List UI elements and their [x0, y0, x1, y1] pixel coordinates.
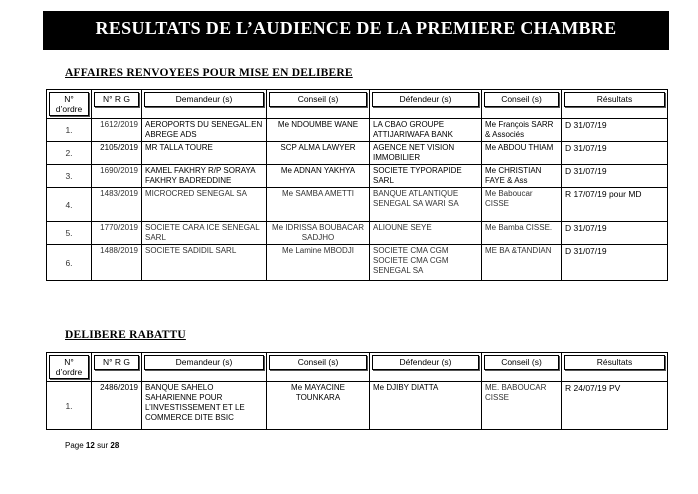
header-rg: N° R G	[94, 92, 139, 107]
table-row	[47, 142, 668, 165]
cell-ordre: 5.	[47, 222, 92, 245]
header-resultats: Résultats	[564, 355, 665, 370]
page-footer	[65, 441, 119, 450]
header-cell	[562, 353, 668, 382]
footer-page-label: Page	[65, 441, 84, 450]
cell-resultats: D 31/07/19	[562, 165, 668, 188]
cell-demandeur: SOCIETE CARA ICE SENEGAL SARL	[142, 222, 267, 245]
cell-conseil-2: ME. BABOUCAR CISSE	[482, 382, 562, 430]
header-conseil-1: Conseil (s)	[269, 355, 367, 370]
cell-conseil-2: ME BA &TANDIAN	[482, 245, 562, 281]
cell-rg: 2486/2019	[92, 382, 142, 430]
cell-defendeur: ALIOUNE SEYE	[370, 222, 482, 245]
table-deliberation	[46, 89, 668, 281]
cell-conseil-1: Me Lamine MBODJI	[267, 245, 370, 281]
header-cell	[142, 353, 267, 382]
cell-rg: 1483/2019	[92, 188, 142, 222]
cell-demandeur: BANQUE SAHELO SAHARIENNE POUR L’INVESTISSEMENT ET LE COMMERCE DITE BSIC	[142, 382, 267, 430]
cell-resultats: R 24/07/19 PV	[562, 382, 668, 430]
cell-rg: 1488/2019	[92, 245, 142, 281]
header-cell	[47, 353, 92, 382]
cell-conseil-1: SCP ALMA LAWYER	[267, 142, 370, 165]
footer-page-total: 28	[110, 441, 120, 450]
cell-resultats: D 31/07/19	[562, 142, 668, 165]
cell-defendeur: Me DJIBY DIATTA	[370, 382, 482, 430]
table-delibere-rabattu	[46, 352, 668, 430]
cell-demandeur: AEROPORTS DU SENEGAL.EN ABREGE ADS	[142, 119, 267, 142]
cell-defendeur: SOCIETE TYPORAPIDE SARL	[370, 165, 482, 188]
cell-rg: 1690/2019	[92, 165, 142, 188]
cell-conseil-2: Me ABDOU THIAM	[482, 142, 562, 165]
cell-conseil-1: Me ADNAN YAKHYA	[267, 165, 370, 188]
table-row	[47, 165, 668, 188]
section-title-deliberation: AFFAIRES RENVOYEES POUR MISE EN DELIBERE	[65, 67, 353, 79]
cell-rg: 2105/2019	[92, 142, 142, 165]
cell-defendeur: AGENCE NET VISION IMMOBILIER	[370, 142, 482, 165]
header-cell	[47, 90, 92, 119]
cell-ordre: 1.	[47, 382, 92, 430]
header-conseil-2: Conseil (s)	[484, 355, 559, 370]
header-demandeur: Demandeur (s)	[144, 355, 264, 370]
cell-conseil-2: Me François SARR & Associés	[482, 119, 562, 142]
cell-demandeur: MICROCRED SENEGAL SA	[142, 188, 267, 222]
cell-rg: 1612/2019	[92, 119, 142, 142]
cell-conseil-1: Me IDRISSA BOUBACAR SADJHO	[267, 222, 370, 245]
cell-defendeur: SOCIETE CMA CGM SOCIETE CMA CGM SENEGAL SA	[370, 245, 482, 281]
table-row	[47, 382, 668, 430]
header-defendeur: Défendeur (s)	[372, 92, 479, 107]
cell-resultats: D 31/07/19	[562, 119, 668, 142]
header-cell	[562, 90, 668, 119]
cell-rg: 1770/2019	[92, 222, 142, 245]
header-cell	[267, 90, 370, 119]
table-row	[47, 245, 668, 281]
cell-demandeur: MR TALLA TOURE	[142, 142, 267, 165]
header-cell	[482, 353, 562, 382]
cell-defendeur: BANQUE ATLANTIQUE SENEGAL SA WARI SA	[370, 188, 482, 222]
table-row	[47, 222, 668, 245]
section-title-delibere-rabattu: DELIBERE RABATTU	[65, 329, 186, 341]
footer-sep: sur	[97, 441, 109, 450]
cell-conseil-1: Me NDOUMBE WANE	[267, 119, 370, 142]
cell-demandeur: SOCIETE SADIDIL SARL	[142, 245, 267, 281]
cell-demandeur: KAMEL FAKHRY R/P SORAYA FAKHRY BADREDDINE	[142, 165, 267, 188]
page-banner: RESULTATS DE L’AUDIENCE DE LA PREMIERE CHAMBRE	[43, 11, 669, 50]
cell-resultats: R 17/07/19 pour MD	[562, 188, 668, 222]
cell-defendeur: LA CBAO GROUPE ATTIJARIWAFA BANK	[370, 119, 482, 142]
header-ordre: N° d’ordre	[49, 92, 89, 116]
header-cell	[370, 90, 482, 119]
table-header-row	[47, 353, 668, 382]
cell-resultats: D 31/07/19	[562, 222, 668, 245]
cell-ordre: 4.	[47, 188, 92, 222]
header-cell	[142, 90, 267, 119]
header-defendeur: Défendeur (s)	[372, 355, 479, 370]
table-row	[47, 188, 668, 222]
header-ordre: N° d’ordre	[49, 355, 89, 379]
cell-ordre: 1.	[47, 119, 92, 142]
header-cell	[370, 353, 482, 382]
cell-ordre: 2.	[47, 142, 92, 165]
table-header-row	[47, 90, 668, 119]
table-row	[47, 119, 668, 142]
cell-ordre: 6.	[47, 245, 92, 281]
header-cell	[92, 90, 142, 119]
header-cell	[92, 353, 142, 382]
cell-conseil-1: Me MAYACINE TOUNKARA	[267, 382, 370, 430]
cell-conseil-2: Me CHRISTIAN FAYE & Ass	[482, 165, 562, 188]
cell-ordre: 3.	[47, 165, 92, 188]
cell-conseil-2: Me Bamba CISSE.	[482, 222, 562, 245]
header-demandeur: Demandeur (s)	[144, 92, 264, 107]
header-conseil-1: Conseil (s)	[269, 92, 367, 107]
header-cell	[267, 353, 370, 382]
header-cell	[482, 90, 562, 119]
header-resultats: Résultats	[564, 92, 665, 107]
footer-page-number: 12	[85, 441, 95, 450]
cell-conseil-2: Me Baboucar CISSE	[482, 188, 562, 222]
cell-conseil-1: Me SAMBA AMETTI	[267, 188, 370, 222]
header-conseil-2: Conseil (s)	[484, 92, 559, 107]
cell-resultats: D 31/07/19	[562, 245, 668, 281]
header-rg: N° R G	[94, 355, 139, 370]
